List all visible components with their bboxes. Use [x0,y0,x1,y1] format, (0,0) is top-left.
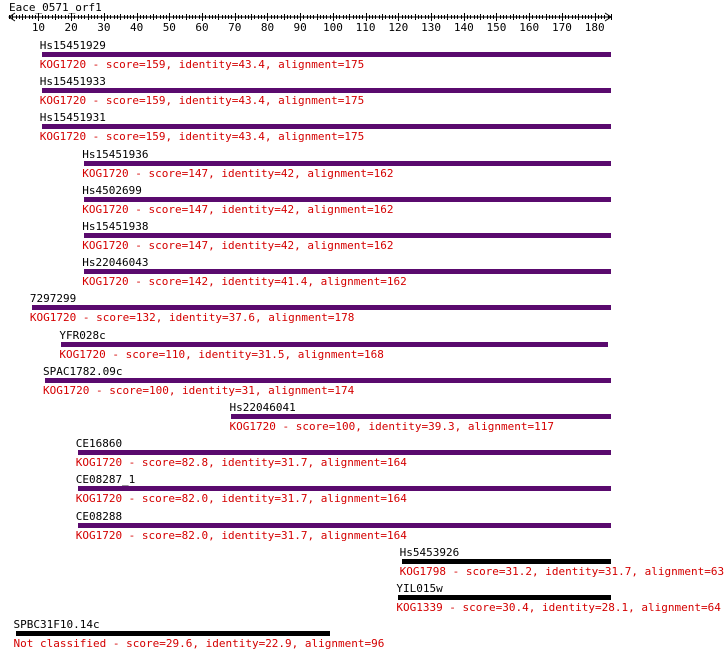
hit-description: KOG1720 - score=132, identity=37.6, alignment=178 [29,311,355,325]
ruler-tick-label: 10 [31,21,46,34]
ruler-tick-label: 100 [322,21,343,34]
ruler-tick-label: 20 [64,21,78,34]
alignment-bar[interactable] [42,124,611,129]
alignment-bar[interactable] [84,161,611,166]
ruler-tick-label: 180 [584,21,605,34]
ruler-tick-label: 50 [162,21,176,34]
hit-name[interactable]: CE16860 [75,437,123,451]
hit-description: KOG1720 - score=159, identity=43.4, alignment=175 [39,58,365,71]
hit-description: KOG1798 - score=31.2, identity=31.7, alignment=63 [399,564,724,578]
hit-name[interactable]: Hs15451936 [82,147,149,161]
alignment-bar[interactable] [16,631,330,636]
hit-description: KOG1720 - score=147, identity=42, alignment=162 [82,202,394,216]
hit-description: KOG1720 - score=110, identity=31.5, alignment=168 [59,347,384,361]
ruler-tick-label: 40 [129,21,144,34]
alignment-bar[interactable] [61,342,607,347]
ruler-tick-label: 160 [519,21,540,34]
alignment-bar[interactable] [78,523,611,528]
alignment-bar[interactable] [78,486,611,491]
alignment-bar[interactable] [32,305,611,310]
ruler-tick-label: 150 [486,21,507,34]
query-name: Eace_0571_orf1 [9,1,102,14]
hit-name[interactable]: Hs15451929 [39,39,106,52]
hit-name[interactable]: SPAC1782.09c [42,364,123,378]
ruler-tick-label: 90 [293,21,307,34]
hit-description: KOG1720 - score=142, identity=41.4, alignment=162 [82,275,407,289]
ruler-ticks [9,13,612,34]
hit-name[interactable]: Hs22046043 [82,256,149,270]
alignment-bar[interactable] [42,88,611,93]
ruler-tick-label: 60 [195,21,209,34]
ruler-tick-label: 140 [453,21,474,34]
hit-name[interactable]: 7297299 [29,292,77,306]
hit-description: KOG1720 - score=147, identity=42, alignment=162 [82,166,394,180]
alignment-bar[interactable] [84,197,611,202]
hit-description: KOG1720 - score=82.0, identity=31.7, alignment=164 [75,528,407,542]
hit-name[interactable]: Hs15451933 [39,75,106,89]
hit-description: KOG1720 - score=159, identity=43.4, alignment=175 [39,94,365,108]
ruler-tick-label: 110 [355,21,376,34]
hit-name[interactable]: YIL015w [396,582,443,595]
hit-description: KOG1720 - score=100, identity=39.3, alignment=117 [229,420,554,433]
ruler-tick-label: 30 [97,21,111,34]
ruler-tick-label: 80 [260,21,275,34]
hit-description: KOG1720 - score=147, identity=42, alignment=162 [82,239,394,252]
hit-description: KOG1720 - score=159, identity=43.4, alignment=175 [39,130,365,144]
ruler-tick-label: 120 [388,21,409,34]
alignment-bar[interactable] [402,559,611,564]
sequence-ruler [0,0,620,36]
alignment-bar[interactable] [78,450,611,455]
hit-name[interactable]: CE08288 [75,509,123,523]
ruler-tick-label: 170 [551,21,572,34]
hit-name[interactable]: SPBC31F10.14c [13,618,100,632]
hit-name[interactable]: Hs4502699 [82,183,142,197]
hit-name[interactable]: YFR028c [59,328,106,342]
alignment-bar[interactable] [231,414,611,419]
hit-name[interactable]: Hs15451938 [82,220,149,233]
hit-description: KOG1720 - score=82.8, identity=31.7, alignment=164 [75,456,407,470]
hit-name[interactable]: Hs5453926 [399,545,460,559]
hit-description: KOG1339 - score=30.4, identity=28.1, alignment=64 [396,601,721,614]
hit-name[interactable]: CE08287_1 [75,473,136,487]
ruler-tick-label: 130 [421,21,441,34]
hit-name[interactable]: Hs15451931 [39,111,106,125]
hit-description: KOG1720 - score=100, identity=31, alignment=174 [42,383,355,397]
alignment-bar[interactable] [84,269,611,274]
alignment-bar[interactable] [45,378,611,383]
hit-name[interactable]: Hs22046041 [229,401,296,414]
hit-description: KOG1720 - score=82.0, identity=31.7, alignment=164 [75,492,407,506]
hit-description: Not classified - score=29.6, identity=22.9, alignment=96 [13,637,385,651]
alignment-bar[interactable] [84,233,611,238]
ruler-tick-label: 70 [228,21,242,34]
alignment-bar[interactable] [42,52,611,57]
alignment-bar[interactable] [398,595,611,600]
